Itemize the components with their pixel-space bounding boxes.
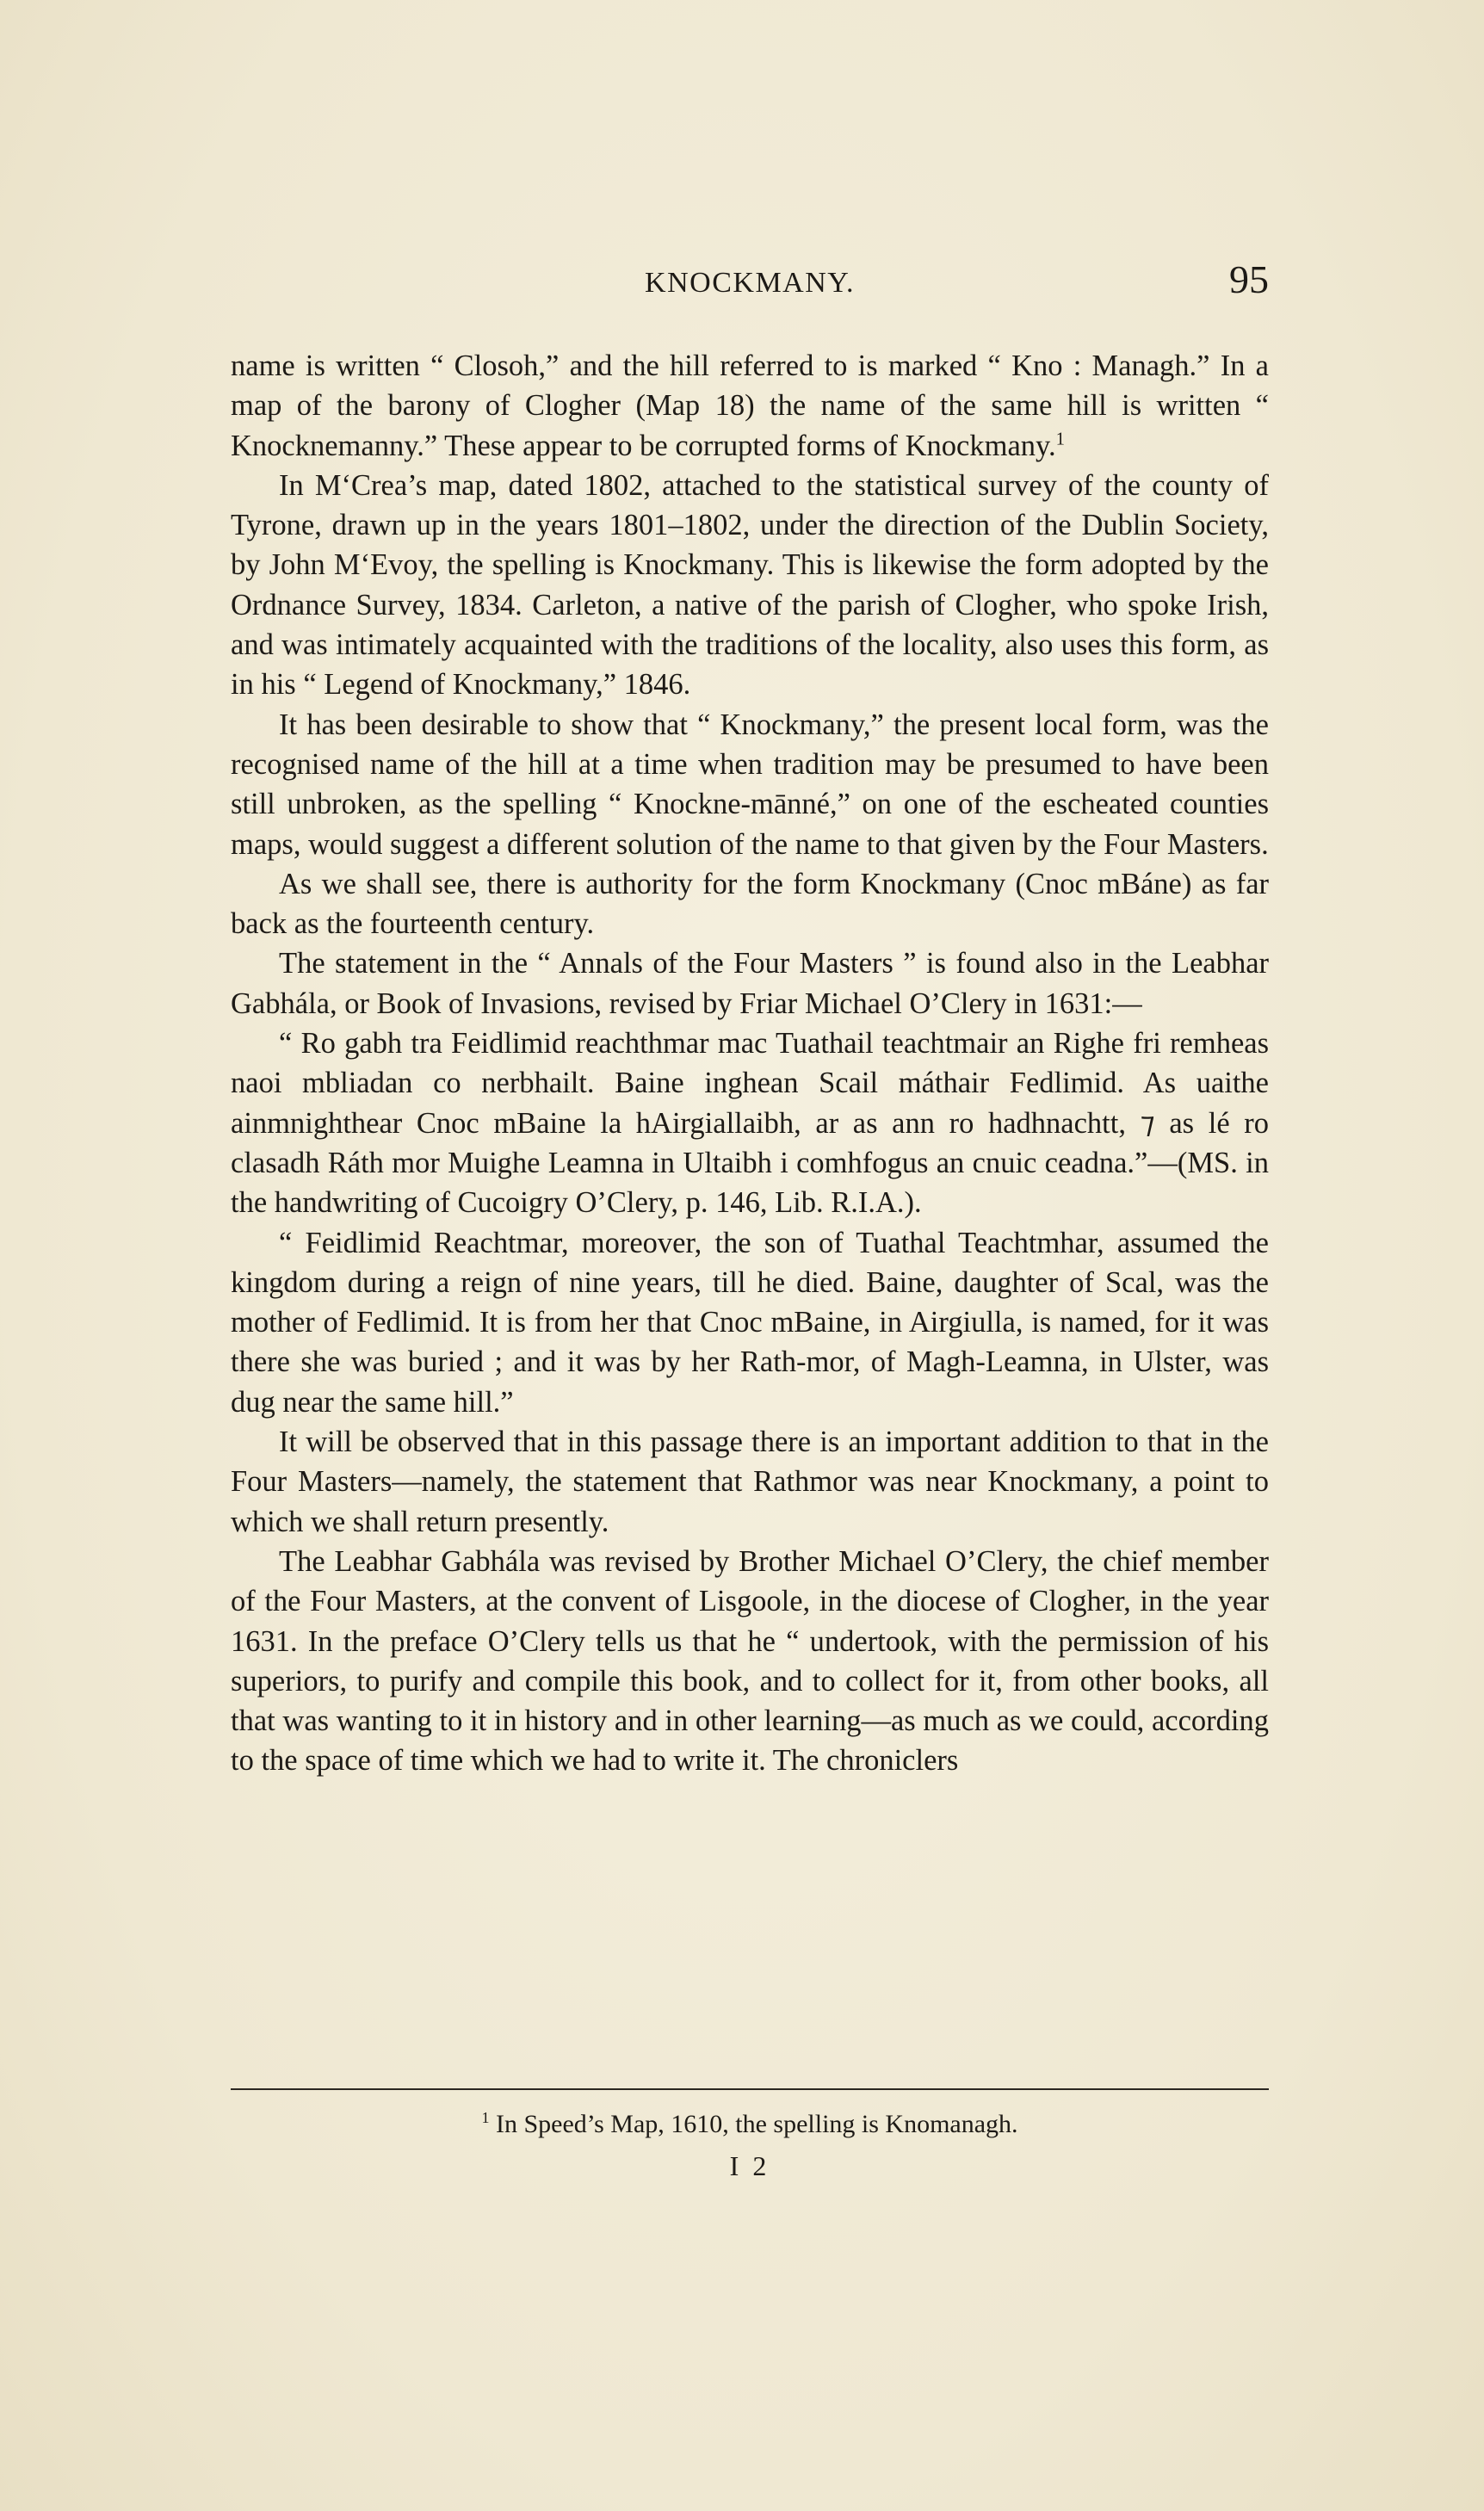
- footnote-marker: 1: [481, 2109, 490, 2127]
- paragraph-1-text: name is written “ Closoh,” and the hill referred to is marked “ Kno : Managh.” In a map of the barony of Clogher (Map 18) the name of the same hill is written “ Knocknemanny.” These appear to be corrupted forms of Knockmany.: [231, 349, 1269, 462]
- text-body: [231, 346, 1269, 1781]
- signature-mark: I 2: [729, 2150, 770, 2181]
- footnote-reference: 1: [1055, 430, 1065, 449]
- running-head: [231, 257, 1269, 308]
- page-number: 95: [1229, 257, 1269, 301]
- paragraph-2: In M‘Crea’s map, dated 1802, attached to the statistical survey of the county of Tyrone, drawn up in the years 1801–1802, under the direction of the Dublin Society, by John M‘Evoy, the spelling is Knockmany. This is likewise the form adopted by the Ordnance Survey, 1834. Carleton, a native of the parish of Clogher, who spoke Irish, and was intimately acquainted with the traditions of the locality, also uses this form, as in his “ Legend of Knockmany,” 1846.: [231, 468, 1269, 702]
- english-translation: “ Feidlimid Reachtmar, moreover, the son of Tuathal Teachtmhar, assumed the kingdom during a reign of nine years, till he died. Baine, daughter of Scal, was the mother of Fedlimid. It is from her that Cnoc mBaine, in Airgiulla, is named, for it was there she was buried ; and it was by her Rath-mor, of Magh-Leamna, in Ulster, was dug near the same hill.”: [231, 1226, 1269, 1419]
- paragraph-8: It will be observed that in this passage there is an important addition to that in the Four Masters—namely, the statement that Rathmor was near Knockmany, a point to which we shall return presently.: [231, 1426, 1269, 1538]
- paragraph-3: It has been desirable to show that “ Knockmany,” the present local form, was the recognised name of the hill at a time when tradition may be presumed to have been still unbroken, as the spelling “ Knockne-mānné,” on one of the escheated counties maps, would suggest a different solution of the name to that given by the Four Masters.: [231, 708, 1269, 861]
- footnote-text: In Speed’s Map, 1610, the spelling is Knomanagh.: [489, 2110, 1018, 2138]
- footnote: [231, 2107, 1269, 2142]
- irish-quotation: “ Ro gabh tra Feidlimid reachthmar mac Tuathail teachtmair an Righe fri remheas naoi mbliadan co nerbhailt. Baine inghean Scail máthair Fedlimid. As uaithe ainmnighthear Cnoc mBaine la hAirgiallaibh, ar as ann ro hadhnachtt, ⁊ as lé ro clasadh Ráth mor Muighe Leamna in Ultaibh i comhfogus an cnuic ceadna.”—(MS. in the handwriting of Cucoigry O’Clery, p. 146, Lib. R.I.A.).: [231, 1027, 1269, 1220]
- paragraph-9: The Leabhar Gabhála was revised by Brother Michael O’Clery, the chief member of the Four Masters, at the convent of Lisgoole, in the diocese of Clogher, in the year 1631. In the preface O’Clery tells us that he “ undertook, with the permission of his superiors, to purify and compile this book, and to collect for it, from other books, all that was wanting to it in history and in other learning—as much as we could, according to the space of time which we had to write it. The chroniclers: [231, 1544, 1269, 1778]
- paragraph-1: [231, 346, 1269, 466]
- footnote-rule: [231, 2088, 1269, 2090]
- paragraph-4: As we shall see, there is authority for the form Knockmany (Cnoc mBáne) as far back as the fourteenth century.: [231, 867, 1269, 941]
- paragraph-5: The statement in the “ Annals of the Four Masters ” is found also in the Leabhar Gabhála, or Book of Invasions, revised by Friar Michael O’Clery in 1631:—: [231, 947, 1269, 1020]
- running-title: KNOCKMANY.: [645, 267, 855, 299]
